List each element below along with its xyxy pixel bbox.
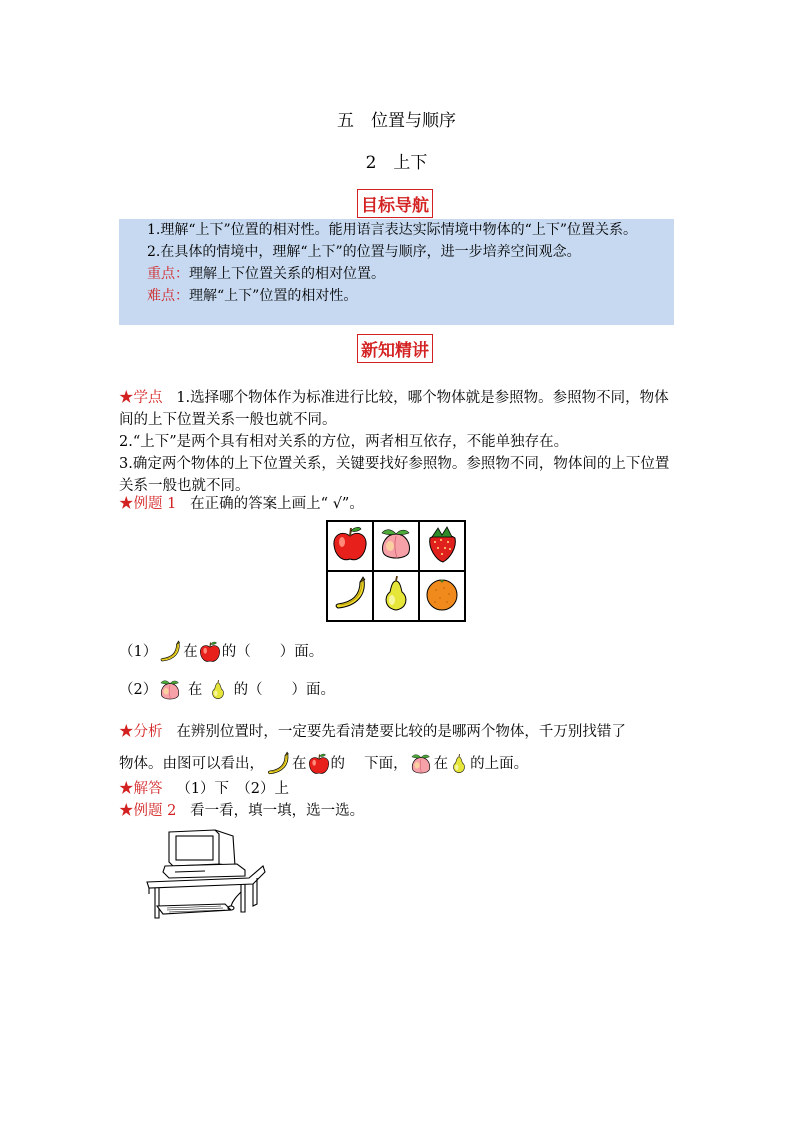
new-knowledge-heading: 新知精讲: [357, 334, 433, 363]
point-1: [119, 387, 679, 431]
points-label: ★学点: [119, 390, 163, 406]
key-point: [119, 263, 674, 285]
banana-icon: [330, 574, 370, 614]
point-3: 3.确定两个物体的上下位置关系，关键要找好参照物。参照物不同，物体间的上下位置关系一般也就不同。: [119, 456, 670, 494]
key-label: 重点：: [147, 266, 189, 282]
apple-icon: [198, 639, 222, 665]
pear-icon: [376, 574, 416, 614]
analysis-text-2b: 在: [292, 756, 307, 772]
strawberry-icon: [422, 524, 462, 564]
banana-icon: [264, 749, 292, 779]
apple-icon: [307, 750, 331, 778]
banana-icon: [157, 638, 183, 666]
grid-cell-orange: [419, 571, 465, 621]
analysis-text-2d: 在: [433, 756, 449, 772]
question-1: [119, 638, 323, 666]
difficulty-point: [119, 285, 674, 307]
answer-line: [119, 778, 679, 800]
grid-cell-strawberry: [419, 521, 465, 571]
peach-icon: [408, 750, 434, 778]
analysis-line-1: [119, 721, 679, 743]
fruit-grid: [326, 520, 466, 622]
grid-cell-banana: [327, 571, 373, 621]
question-2: [119, 676, 335, 704]
lesson-title: 2 上下: [365, 153, 428, 173]
analysis-text-1: 在辨别位置时，一定要先看清楚要比较的是哪两个物体，千万别找错了: [176, 724, 626, 740]
point-1-text: 1.选择哪个物体作为标准进行比较，哪个物体就是参照物。参照物不同，物体间的上下位置关系一般也就不同。: [119, 390, 669, 428]
analysis-line-2: [119, 746, 528, 782]
orange-icon: [422, 574, 462, 614]
unit-title: 五 位置与顺序: [337, 111, 456, 131]
q1-number: （1）: [119, 644, 158, 660]
key-text: 理解上下位置关系的相对位置。: [189, 266, 385, 282]
difficulty-text: 理解“上下”位置的相对性。: [189, 288, 358, 304]
pear-icon: [207, 676, 229, 704]
goals-heading: 目标导航: [357, 189, 433, 218]
grid-cell-peach: [373, 521, 419, 571]
goal-line-1: 1.理解“上下”位置的相对性。能用语言表达实际情境中物体的“上下”位置关系。: [147, 222, 637, 238]
q1-zai: 在: [183, 644, 198, 660]
analysis-text-2c: 的 下面，: [330, 756, 408, 772]
grid-cell-pear: [373, 571, 419, 621]
pear-icon: [448, 750, 470, 778]
q2-zai: 在: [187, 682, 203, 698]
goals-box: [119, 219, 674, 325]
example-2-header: [119, 800, 679, 822]
answer-text: （1）下 （2）上: [176, 781, 290, 797]
knowledge-points: [119, 387, 679, 497]
analysis-label: ★分析: [119, 724, 163, 740]
example-1-label: ★例题 1: [119, 496, 177, 512]
analysis-text-2e: 的上面。: [470, 756, 529, 772]
goal-line-2: 2.在具体的情境中，理解“上下”的位置与顺序，进一步培养空间观念。: [147, 244, 581, 260]
example-2-prompt: 看一看，填一填，选一选。: [190, 803, 365, 819]
peach-icon: [157, 676, 183, 704]
example-1-prompt: 在正确的答案上画上“ √”。: [190, 496, 364, 512]
q1-answer-blank[interactable]: 的（ ）面。: [221, 644, 324, 660]
grid-cell-apple: [327, 521, 373, 571]
peach-icon: [376, 524, 416, 564]
q2-answer-blank[interactable]: 的（ ）面。: [233, 682, 336, 698]
q2-number: （2）: [119, 682, 158, 698]
answer-label: ★解答: [119, 781, 163, 797]
computer-desk-illustration: [145, 826, 267, 922]
analysis-text-2a: 物体。由图可以看出，: [119, 756, 264, 772]
example-2-label: ★例题 2: [119, 803, 177, 819]
example-1-header: [119, 493, 679, 515]
apple-icon: [330, 524, 370, 564]
point-2: 2.“上下”是两个具有相对关系的方位，两者相互依存，不能单独存在。: [119, 434, 569, 450]
difficulty-label: 难点：: [147, 288, 189, 304]
